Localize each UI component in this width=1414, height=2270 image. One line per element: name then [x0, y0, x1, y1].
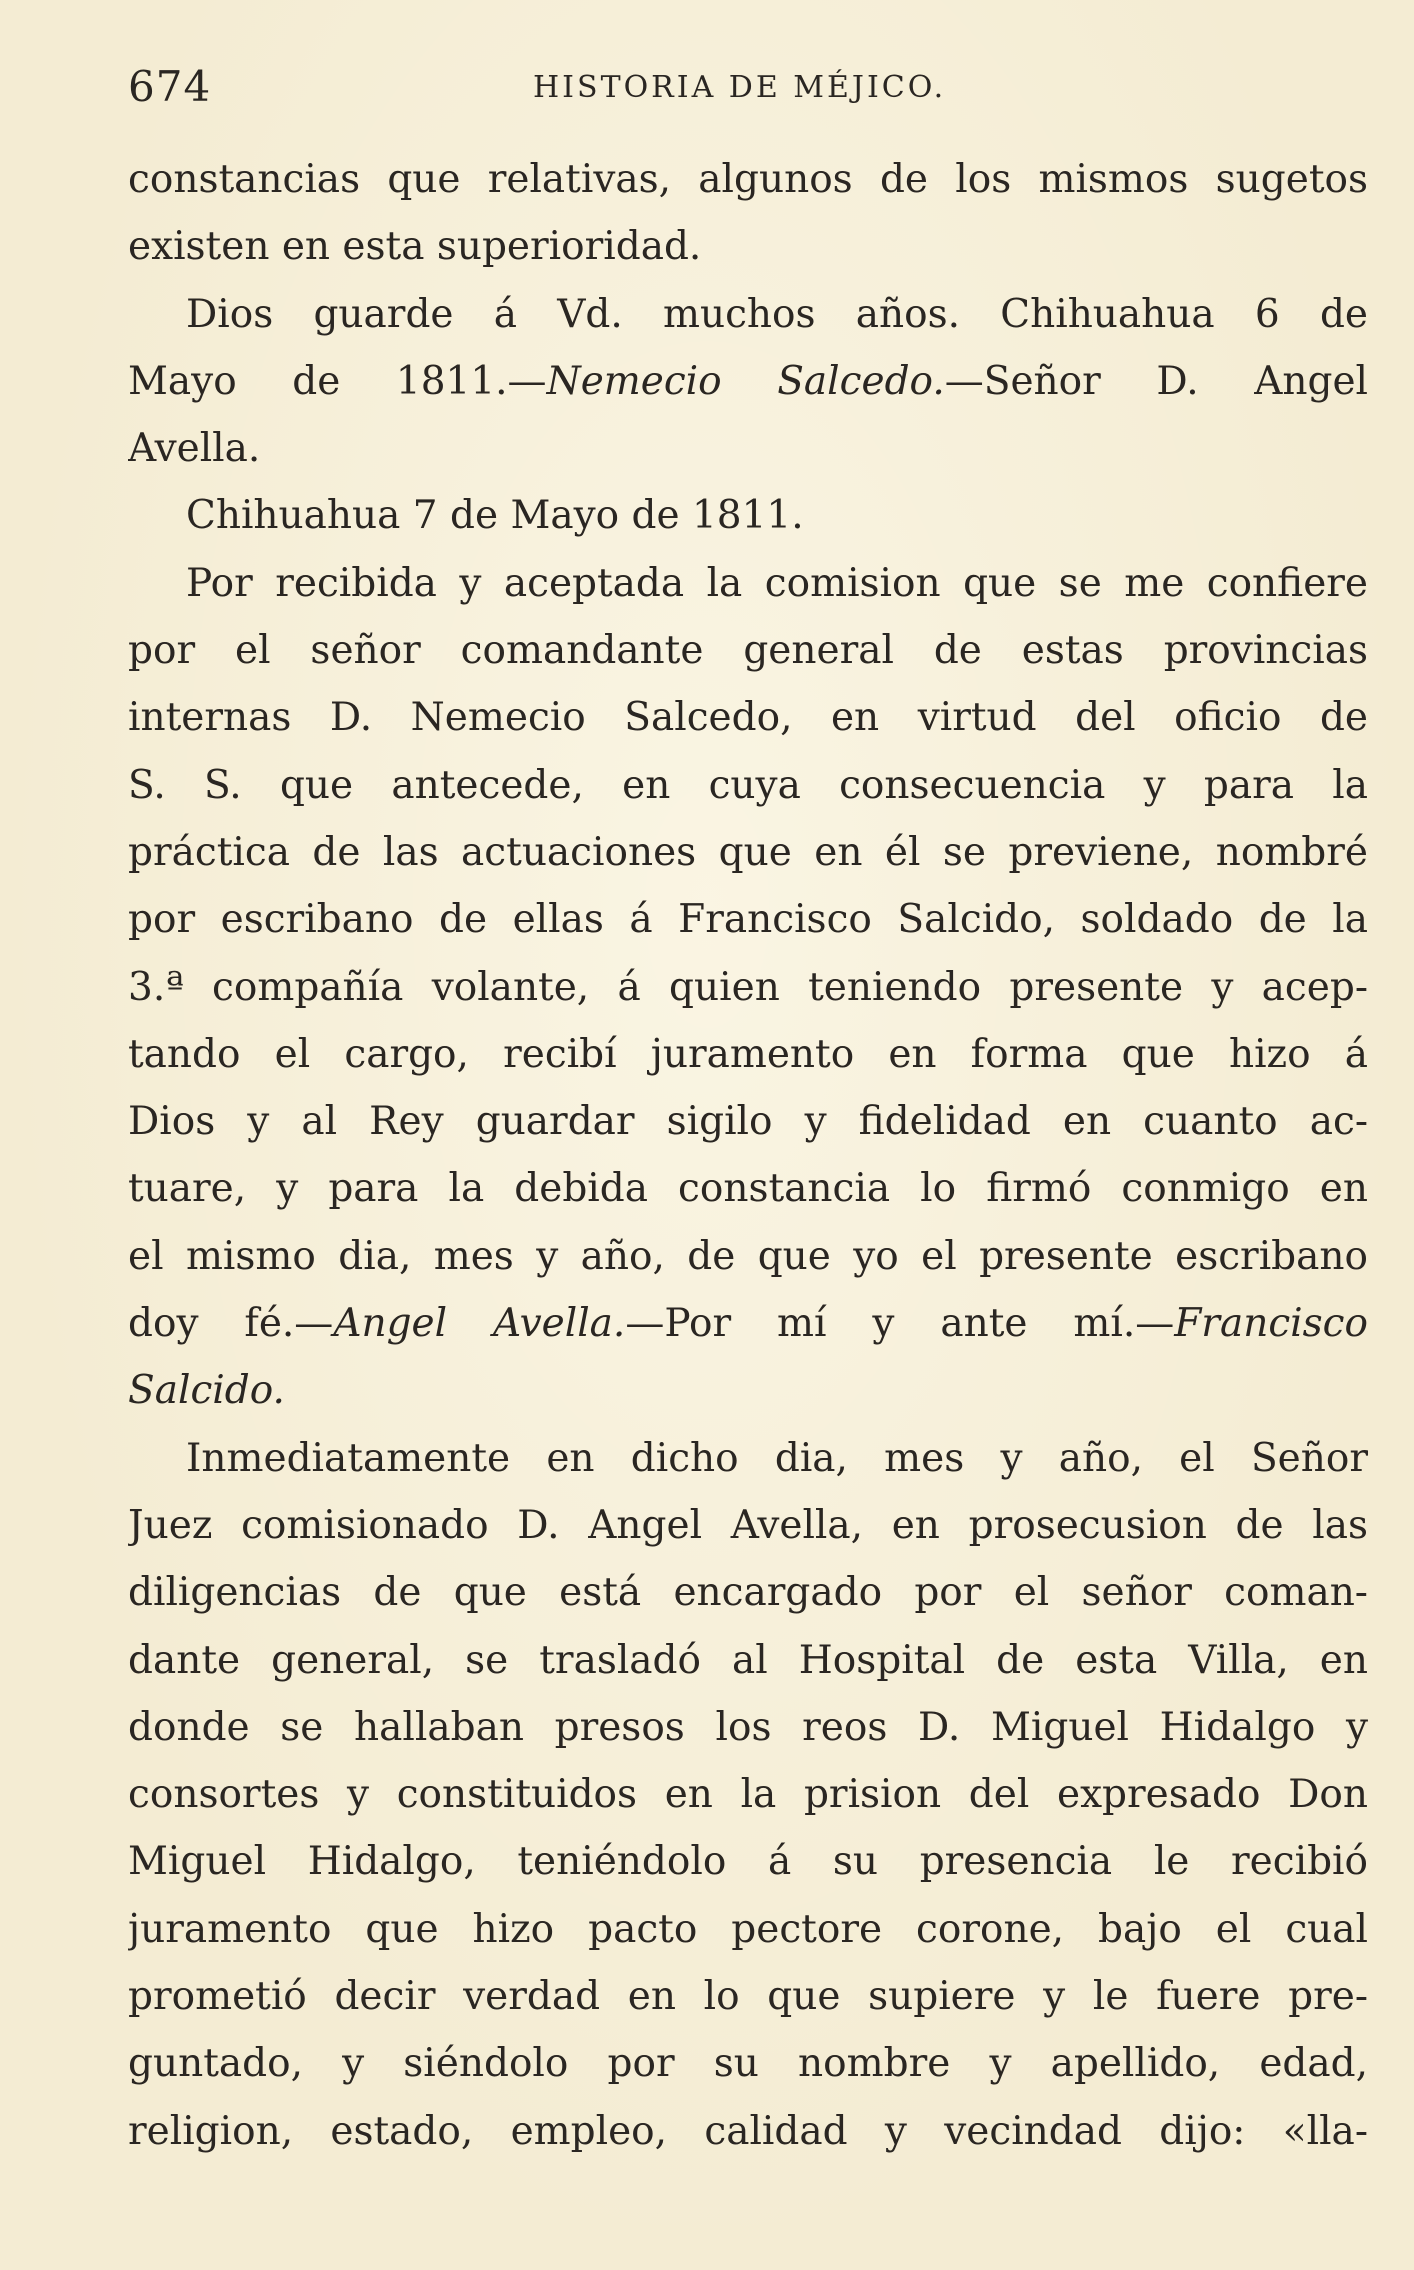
text-line: Inmediatamente en dicho dia, mes y año, el Señor	[186, 1435, 1368, 1481]
text-line: juramento que hizo pacto pectore corone, bajo el cual	[128, 1906, 1368, 1952]
text-span: doy fé.—	[128, 1301, 334, 1347]
text-line: tuare, y para la debida constancia lo firmó conmigo en	[128, 1166, 1368, 1212]
text-line	[128, 1357, 1368, 1424]
text-line: Por recibida y aceptada la comision que se me confiere	[186, 560, 1368, 606]
text-line: donde se hallaban presos los reos D. Miguel Hidalgo y	[128, 1704, 1368, 1750]
italic-span: Francisco	[1174, 1301, 1368, 1347]
text-line: prometió decir verdad en lo que supiere y le fuere pre-	[128, 1974, 1368, 2020]
text-line: tando el cargo, recibí juramento en forma que hizo á	[128, 1031, 1368, 1077]
text-line: práctica de las actuaciones que en él se previene, nombré	[128, 829, 1368, 875]
text-line	[128, 348, 1368, 415]
running-head	[128, 62, 1368, 118]
italic-span: Nemecio Salcedo.	[546, 358, 945, 404]
text-line: existen en esta superioridad.	[128, 224, 702, 270]
text-line: Juez comisionado D. Angel Avella, en prosecusion de las	[128, 1502, 1368, 1548]
text-line: Miguel Hidalgo, teniéndolo á su presencia le recibió	[128, 1839, 1368, 1885]
text-line: Chihuahua 7 de Mayo de 1811.	[186, 493, 804, 539]
italic-span: Salcido.	[128, 1368, 285, 1414]
text-line: Dios y al Rey guardar sigilo y fidelidad en cuanto ac-	[128, 1099, 1368, 1145]
text-line: Dios guarde á Vd. muchos años. Chihuahua 6 de	[186, 291, 1368, 337]
body-text	[128, 146, 1368, 2165]
text-line: consortes y constituidos en la prision del expresado Don	[128, 1772, 1368, 1818]
text-line: por el señor comandante general de estas provincias	[128, 628, 1368, 674]
page-number: 674	[128, 62, 212, 111]
text-span: —Señor D. Angel	[944, 358, 1368, 404]
text-line: religion, estado, empleo, calidad y vecindad dijo: «lla-	[128, 2108, 1368, 2154]
text-span: —Por mí y ante mí.—	[625, 1301, 1175, 1347]
text-line: dante general, se trasladó al Hospital de esta Villa, en	[128, 1637, 1368, 1683]
text-span: Mayo de 1811.—	[128, 358, 547, 404]
text-line	[128, 1290, 1368, 1357]
text-line: el mismo dia, mes y año, de que yo el presente escribano	[128, 1233, 1368, 1279]
text-line: internas D. Nemecio Salcedo, en virtud del oficio de	[128, 695, 1368, 741]
text-line: guntado, y siéndolo por su nombre y apellido, edad,	[128, 2041, 1368, 2087]
text-line: 3.ª compañía volante, á quien teniendo presente y acep-	[128, 964, 1368, 1010]
text-line: constancias que relativas, algunos de los mismos sugetos	[128, 157, 1368, 202]
italic-span: Angel Avella.	[333, 1301, 626, 1347]
text-line: por escribano de ellas á Francisco Salcido, soldado de la	[128, 897, 1368, 943]
text-line: Avella.	[128, 426, 261, 472]
text-line: diligencias de que está encargado por el señor coman-	[128, 1570, 1368, 1616]
text-line: S. S. que antecede, en cuya consecuencia y para la	[128, 762, 1368, 808]
running-title: HISTORIA DE MÉJICO.	[533, 70, 947, 105]
